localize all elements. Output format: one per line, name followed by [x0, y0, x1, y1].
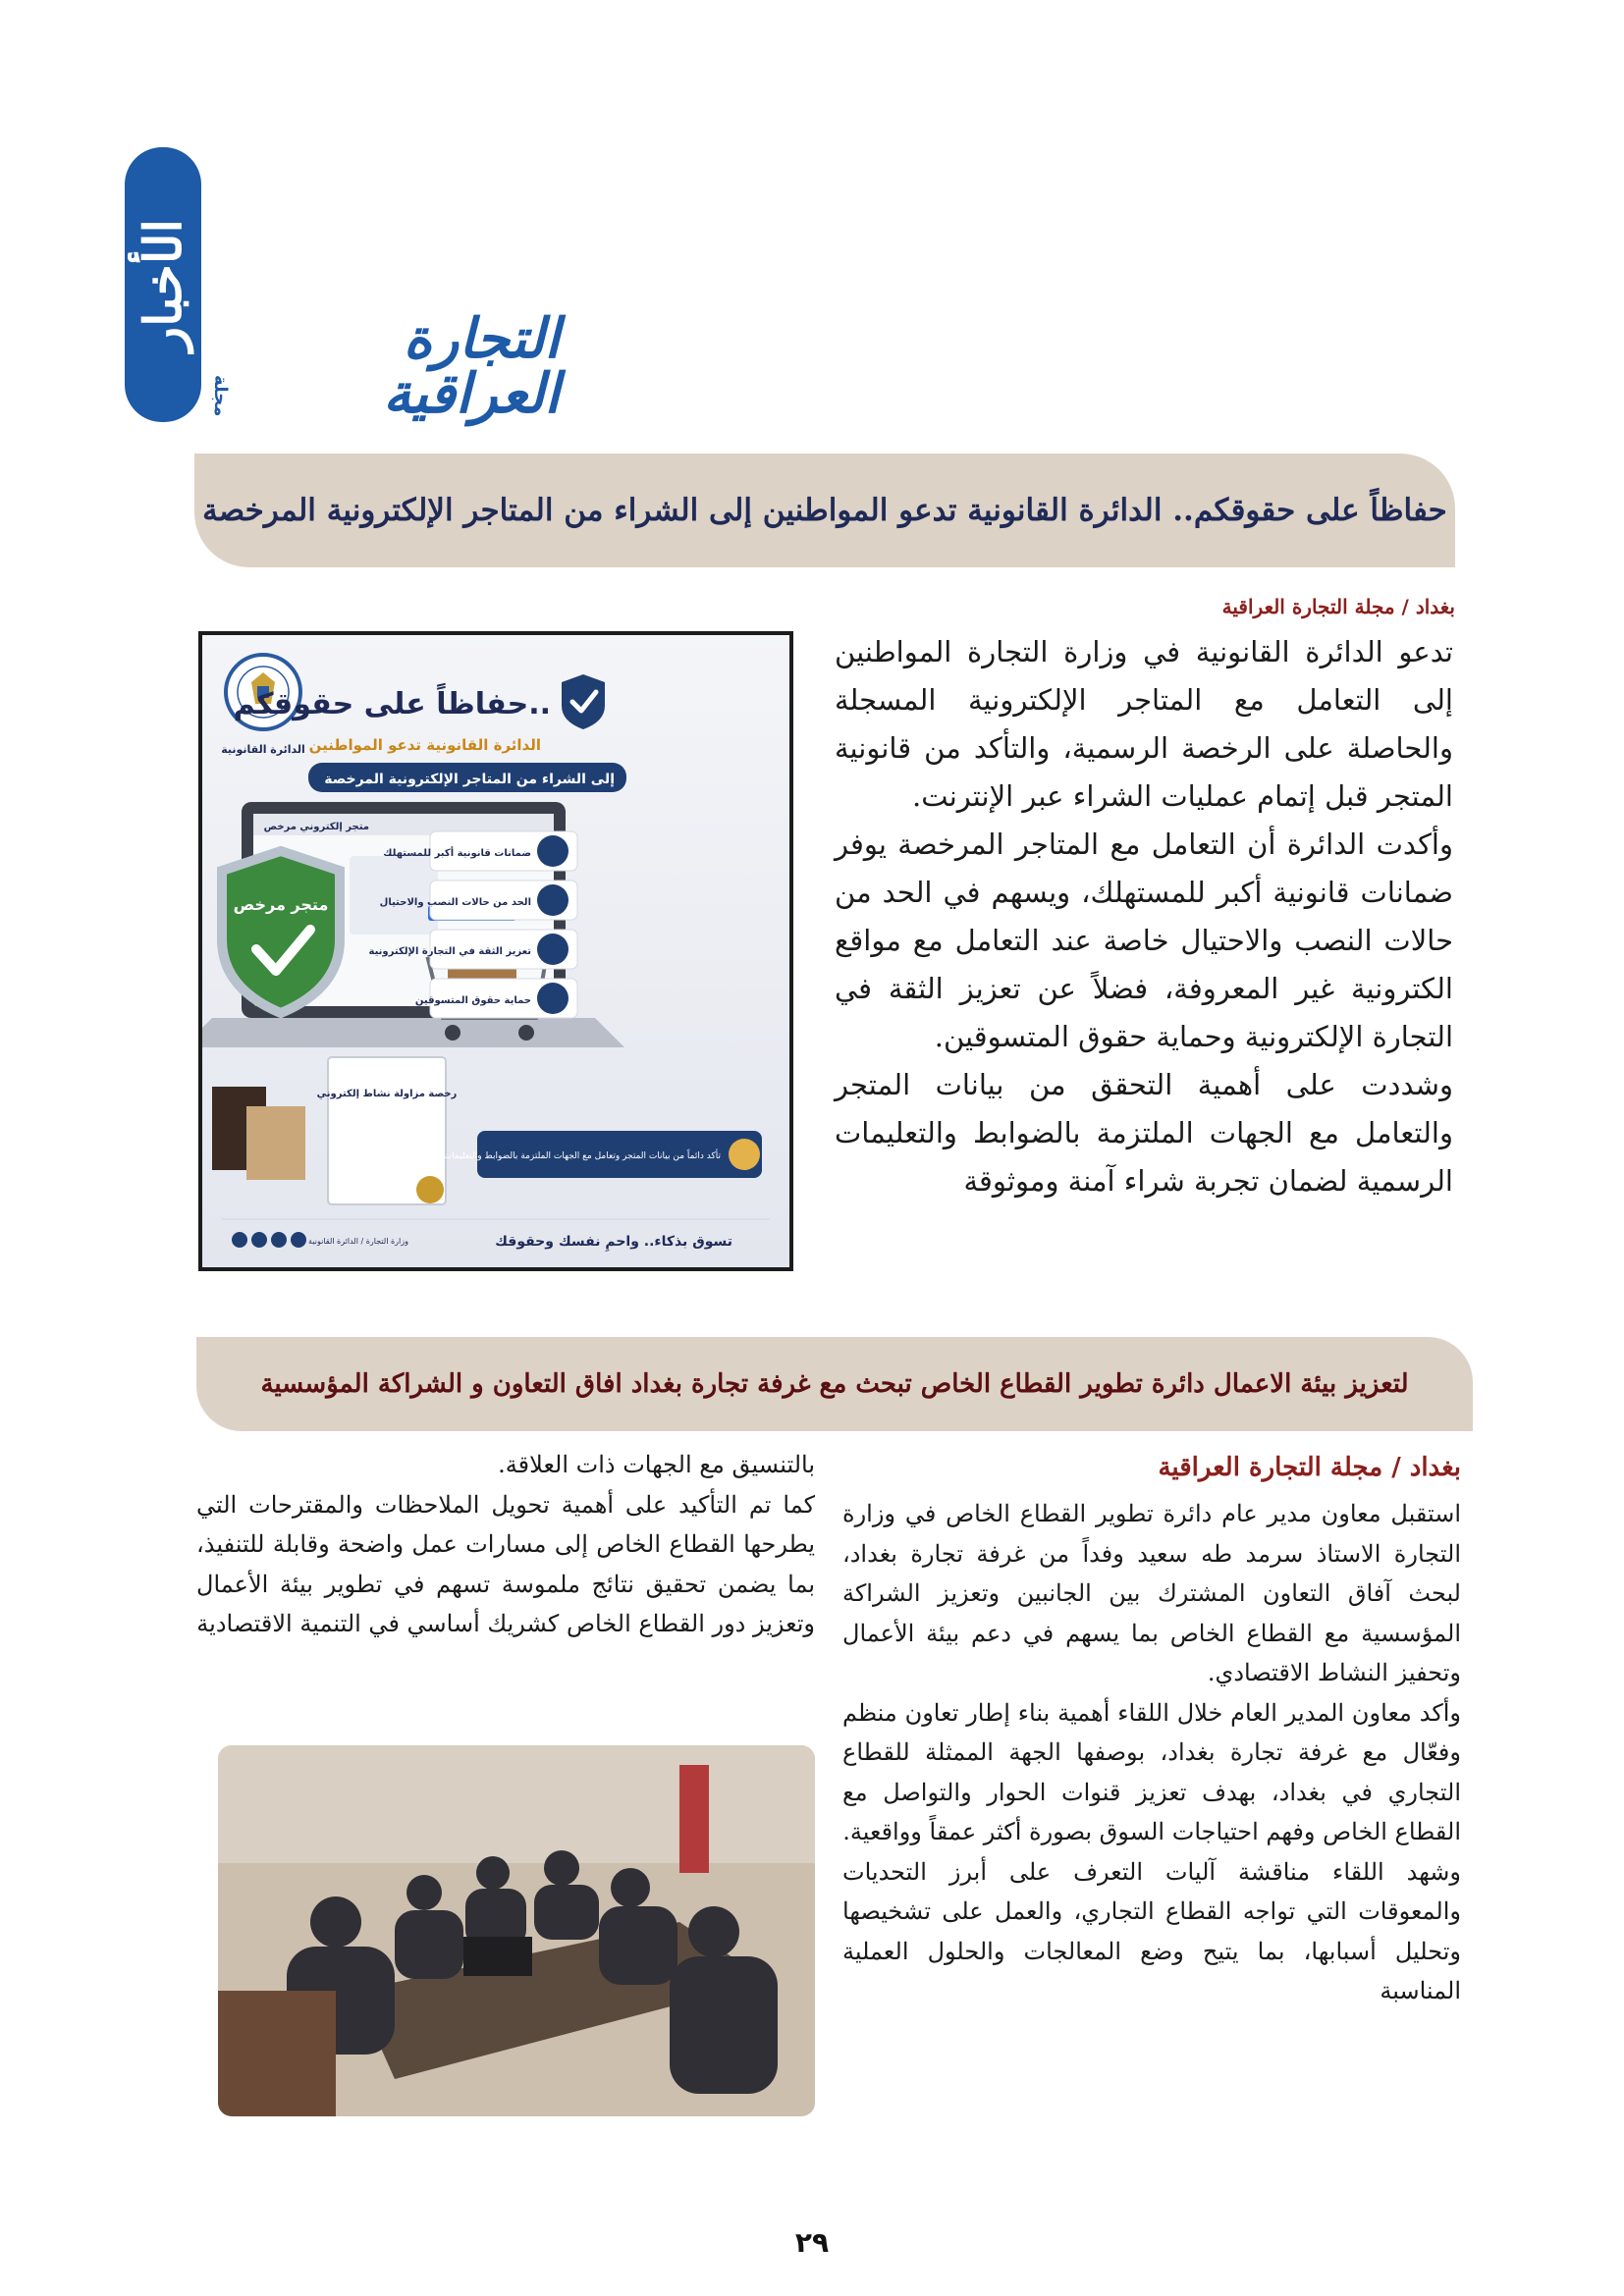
article1-paragraph: وأكدت الدائرة أن التعامل مع المتاجر المرخصة يوفر ضمانات قانونية أكبر للمستهلك، ويسهم في الحد من حالات النصب والاحتيال خاصة عند التعامل مع مواقع الكترونية غير المعروفة، فضلاً عن تعزيز الثقة في التجارة الإلكترونية وحماية حقوق المتسوقين.	[835, 828, 1453, 1053]
magnifier-icon	[729, 1139, 760, 1170]
poster-slogan: تسوق بذكاء.. واحمِ نفسك وحقوقك	[495, 1234, 732, 1250]
article2-paragraph: وشهد اللقاء مناقشة آليات التعرف على أبرز التحديات والمعوقات التي تواجه القطاع التجاري، والعمل على تشخيصها وتحليل أسبابها، بما يتيح وضع المعالجات والحلول العملية المناسبة	[842, 1857, 1461, 2004]
poster-subtitle: الدائرة القانونية تدعو المواطنين	[308, 736, 541, 754]
article1-paragraph: وشددت على أهمية التحقق من بيانات المتجر والتعامل مع الجهات الملتزمة بالضوابط والتعليمات الرسمية لضمان تجربة شراء آمنة وموثوقة	[835, 1068, 1453, 1198]
poster-notice: تأكد دائماً من بيانات المتجر وتعامل مع الجهات الملتزمة بالضوابط والتعليمات الرسمية	[410, 1151, 721, 1161]
benefit-icon	[537, 983, 568, 1014]
article1-byline: بغداد / مجلة التجارة العراقية	[1221, 595, 1455, 618]
article1-paragraph: تدعو الدائرة القانونية في وزارة التجارة المواطنين إلى التعامل مع المتاجر الإلكترونية المسجلة والحاصلة على الرخصة الرسمية، والتأكد من قانونية المتجر قبل إتمام عمليات الشراء عبر الإنترنت.	[835, 635, 1453, 813]
article2-headline-bar	[196, 1337, 1473, 1431]
poster-banner: إلى الشراء من المتاجر الإلكترونية المرخصة	[324, 772, 615, 787]
article1-body	[835, 628, 1453, 1205]
shield-text: متجر مرخص	[233, 895, 329, 914]
poster-title: حفاظاً على حقوقكم..	[233, 687, 551, 721]
article2-headline: لتعزيز بيئة الاعمال دائرة تطوير القطاع الخاص تبحث مع غرفة تجارة بغداد افاق التعاون و الشراكة المؤسسية	[260, 1369, 1409, 1399]
article2-paragraph: كما تم التأكيد على أهمية تحويل الملاحظات والمقترحات التي يطرحها القطاع الخاص إلى مسارات عمل واضحة وقابلة للتنفيذ، بما يضمن تحقيق نتائج ملموسة تسهم في تطوير بيئة الأعمال وتعزيز دور القطاع الخاص كشريك أساسي في التنمية الاقتصادية	[196, 1490, 815, 1637]
article2-paragraph: بالتنسيق مع الجهات ذات العلاقة.	[498, 1451, 815, 1478]
page-number: ٢٩	[794, 2226, 830, 2259]
poster-org-name: الدائرة القانونية	[221, 743, 305, 756]
article1-headline-bar	[194, 454, 1455, 567]
certificate-icon	[328, 1057, 446, 1204]
article2-body-right	[842, 1494, 1461, 2011]
magazine-prefix: مجلة	[210, 374, 231, 416]
benefit-icon	[537, 934, 568, 965]
benefit-item	[415, 979, 577, 1018]
browser-label: متجر إلكتروني مرخص	[263, 822, 369, 832]
article2-byline: بغداد / مجلة التجارة العراقية	[1158, 1453, 1461, 1482]
magazine-logo	[206, 307, 560, 426]
certificate-text: رخصة مزاولة نشاط إلكتروني	[316, 1089, 458, 1099]
article2-body-left	[196, 1445, 815, 1644]
benefit-text: حماية حقوق المتسوقين	[414, 995, 531, 1006]
article2-paragraph: وأكد معاون المدير العام خلال اللقاء أهمية بناء إطار تعاون منظم وفعّال مع غرفة تجارة بغداد، بوصفها الجهة الممثلة للقطاع التجاري في بغداد، بهدف تعزيز قنوات الحوار والتواصل مع القطاع الخاص وفهم احتياجات السوق بصورة أكثر عمقاً وواقعية.	[842, 1698, 1461, 1845]
poster-graphic	[202, 635, 789, 1267]
benefit-icon	[537, 835, 568, 867]
poster-ministry: وزارة التجارة / الدائرة القانونية	[308, 1237, 408, 1246]
section-tab	[125, 147, 201, 422]
magazine-name: التجارة العراقية	[383, 307, 560, 426]
licensed-shield-icon	[222, 851, 340, 1013]
section-label: الأخبار	[133, 218, 193, 351]
meeting-photo-graphic	[218, 1745, 815, 2116]
benefit-text: الحد من حالات النصب والاحتيال	[379, 897, 531, 908]
benefit-text: ضمانات قانونية أكبر للمستهلك	[383, 848, 531, 859]
benefit-icon	[537, 884, 568, 916]
benefit-text: تعزيز الثقة في التجارة الإلكترونية	[368, 946, 531, 957]
meeting-photo	[218, 1745, 815, 2116]
article1-headline: حفاظاً على حقوقكم.. الدائرة القانونية تدعو المواطنين إلى الشراء من المتاجر الإلكترونية المرخصة	[202, 493, 1447, 528]
poster-image	[198, 631, 793, 1271]
article2-paragraph: استقبل معاون مدير عام دائرة تطوير القطاع الخاص في وزارة التجارة الاستاذ سرمد طه سعيد وفداً من غرفة تجارة بغداد، لبحث آفاق التعاون المشترك بين الجانبين وتعزيز الشراكة المؤسسية مع القطاع الخاص بما يسهم في دعم بيئة الأعمال وتحفيز النشاط الاقتصادي.	[842, 1500, 1461, 1686]
